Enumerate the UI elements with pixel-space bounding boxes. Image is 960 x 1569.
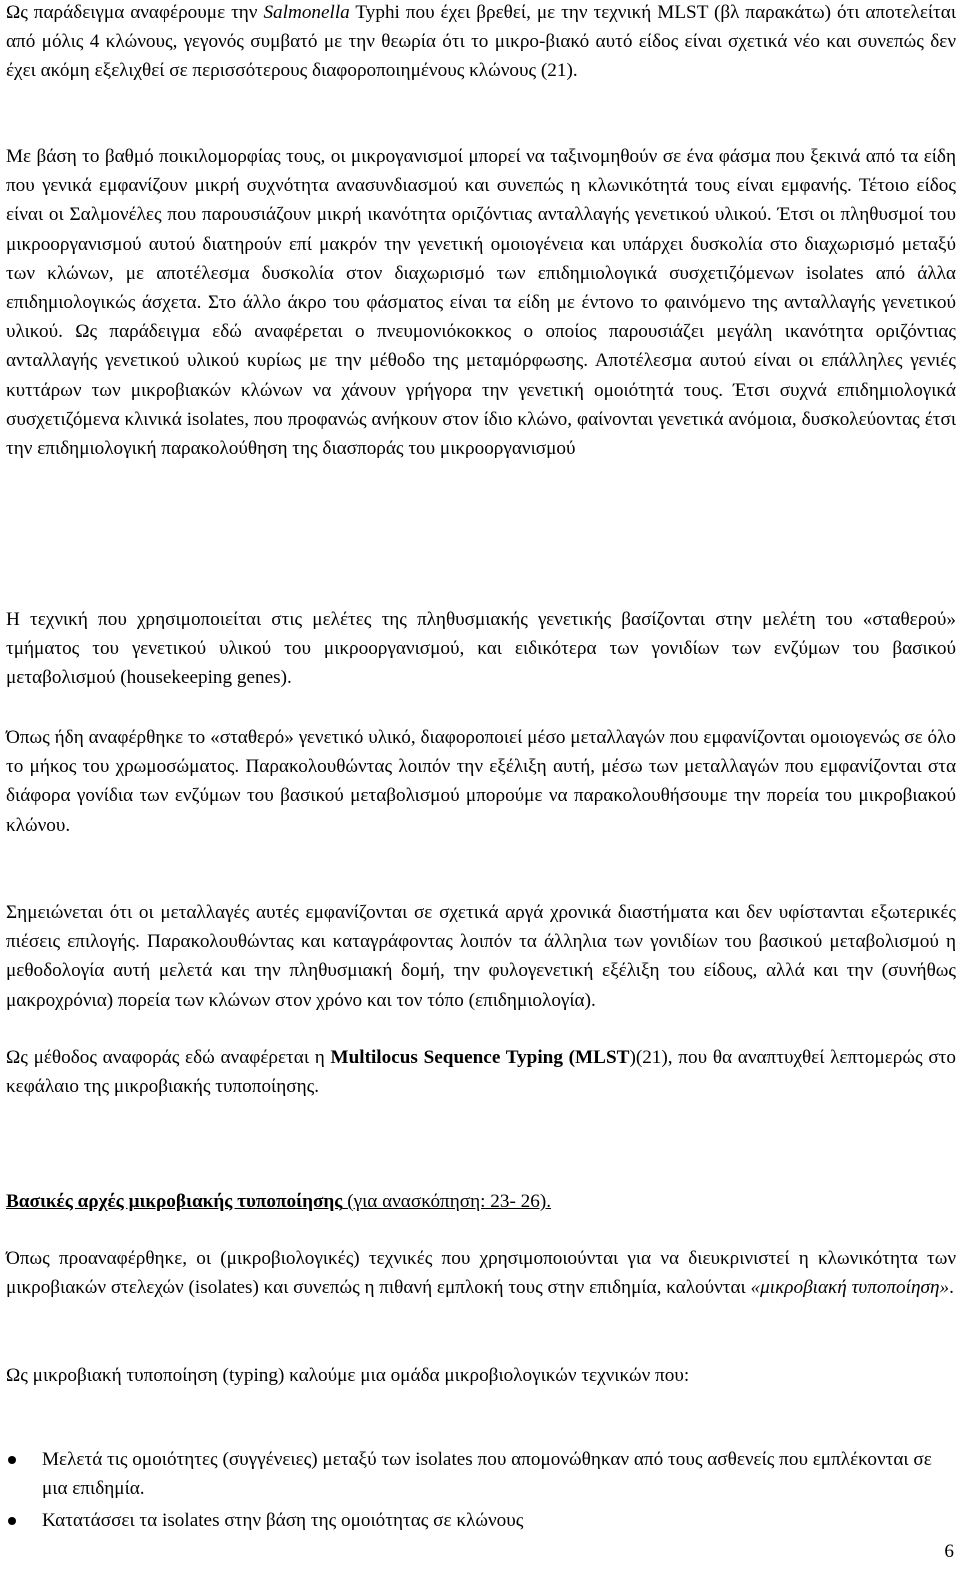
paragraph-diversity-spectrum: Με βάση το βαθμό ποικιλομορφίας τους, οι μικρογανισμοί μπορεί να ταξινομηθούν σε ένα φάσμα που ξεκινά από τα είδη που γενικά εμφανίζουν μικρή συχνότητα ανασυνδιασμού και συνεπώς η κλωνικότητά τους είναι εμφανής. Τέτοιο είδος είναι οι Σαλμονέλες που παρουσιάζουν μικρή ικανότητα οριζόντιας ανταλλαγής γενετικού υλικού. Έτσι οι πληθυσμοί του μικροοργανισμού αυτού διατηρούν επί μακρόν την γενετική ομοιογένεια και υπάρχει δυσκολία στο διαχωρισμό μεταξύ των κλώνων, με αποτέλεσμα δυσκολία στον διαχωρισμό των επιδημιολογικά συσχετιζόμενων isolates από άλλα επιδημιολογικώς άσχετα. Στο άλλο άκρο του φάσματος είναι τα είδη με έντονο το φαινόμενο της ανταλλαγής γενετικού υλικού. Ως παράδειγμα εδώ αναφέρεται ο πνευμονιόκοκκος ο οποίος παρουσιάζει μεγάλη ικανότητα οριζόντιας ανταλλαγής γενετικού υλικού κυρίως με την μέθοδο της μεταμόρφωσης. Αποτέλεσμα αυτού είναι οι επάλληλες γενιές κυττάρων των μικροβιακών κλώνων να χάνουν γρήγορα την γενετική ομοιότητά τους. Έτσι συχνά επιδημιολογικά συσχετιζόμενα κλινικά isolates, που προφανώς ανήκουν στον ίδιο κλώνο, φαίνονται γενετικά ανόμοια, δυσκολεύοντας έτσι την επιδημιολογική παρακολούθηση της διασποράς του μικροοργανισμού: [6, 146, 956, 460]
paragraph-technique: Η τεχνική που χρησιμοποιείται στις μελέτες της πληθυσμιακής γενετικής βασίζονται στην μελέτη του «σταθερού» τμήματος του γενετικού υλικού του μικροοργανισμού, και ειδικότερα των γονιδίων των ενζύμων του βασικού μεταβολισμού (housekeeping genes).: [6, 609, 956, 689]
page-number: 6: [944, 1541, 954, 1562]
paragraph-mlst-reference: [6, 1043, 956, 1101]
paragraph-typing-intro: [6, 1244, 956, 1302]
paragraph-stable-genetic-material: Όπως ήδη αναφέρθηκε το «σταθερό» γενετικό υλικό, διαφοροποιεί μέσο μεταλλαγών που εμφανίζονται ομοιογενώς σε όλο το μήκος του χρωμοσώματος. Παρακολουθώντας λοιπόν την εξέλιξη αυτή, μέσω των μεταλλαγών που εμφανίζονται στα διάφορα γονίδια των ενζύμων του βασικού μεταβολισμού μπορούμε να παρακολουθήσουμε την πορεία του μικροβιακού κλώνου.: [6, 727, 956, 836]
bullet-icon: [8, 1517, 16, 1525]
list-item: [0, 1506, 950, 1535]
heading-title: Βασικές αρχές μικροβιακής τυποποίησης: [6, 1191, 343, 1212]
bold-method-name: Multilocus Sequence Typing (MLST: [330, 1047, 630, 1068]
text-run: .: [949, 1277, 954, 1299]
bullet-list: [0, 1445, 950, 1536]
section-heading: [6, 1187, 551, 1216]
heading-reference: (για ανασκόπηση: 23- 26).: [342, 1191, 552, 1212]
text-run: )(21), που θα αναπτυχθεί λεπτομερώς στο κεφάλαιο της μικροβιακής τυποποίησης.: [6, 1047, 956, 1098]
text-run: Ως παράδειγμα αναφέρουμε την: [6, 2, 264, 23]
bullet-icon: [8, 1456, 16, 1464]
list-item: [0, 1445, 950, 1503]
paragraph-salmonella-example: [6, 0, 956, 86]
paragraph-typing-definition: Ως μικροβιακή τυποποίηση (typing) καλούμε μια ομάδα μικροβιολογικών τεχνικών που:: [6, 1365, 690, 1386]
text-run: Ως μέθοδος αναφοράς εδώ αναφέρεται η: [6, 1047, 331, 1068]
list-item-text: Μελετά τις ομοιότητες (συγγένειες) μεταξύ των isolates που απομονώθηκαν από τους ασθενείς που εμπλέκονται σε μια επιδημία.: [42, 1449, 932, 1500]
text-run: Typhi που έχει βρεθεί, με την τεχνική MLST (βλ παρακάτω) ότι αποτελείται από μόλις 4 κλώνους, γεγονός συμβατό με την θεωρία ότι το μικρο-βιακό αυτό είδος είναι σχετικά νέο και συνεπώς δεν έχει ακόμη εξελιχθεί σε περισσότερους διαφοροποιημένους κλώνους (21).: [6, 2, 956, 82]
italic-species-name: Salmonella: [263, 2, 350, 23]
paragraph-mutations: Σημειώνεται ότι οι μεταλλαγές αυτές εμφανίζονται σε σχετικά αργά χρονικά διαστήματα και δεν υφίστανται εξωτερικές πιέσεις επιλογής. Παρακολουθώντας και καταγράφοντας λοιπόν τα άλληλια των γονιδίων του βασικού μεταβολισμού η μεθοδολογία αυτή μελετά και την πληθυσμιακή δομή, την φυλογενετική εξέλιξη του είδους, αλλά και την (συνήθως μακροχρόνια) πορεία των κλώνων στον χρόνο και τον τόπο (επιδημιολογία).: [6, 902, 956, 1011]
italic-term: «μικροβιακή τυποποίηση»: [750, 1277, 950, 1299]
list-item-text: Κατατάσσει τα isolates στην βάση της ομοιότητας σε κλώνους: [42, 1510, 524, 1532]
text-run: Όπως προαναφέρθηκε, οι (μικροβιολογικές) τεχνικές που χρησιμοποιούνται για να διευκρινιστεί η κλωνικότητα των μικροβιακών στελεχών (isolates) και συνεπώς η πιθανή εμπλοκή τους στην επιδημία, καλούνται: [6, 1248, 956, 1299]
